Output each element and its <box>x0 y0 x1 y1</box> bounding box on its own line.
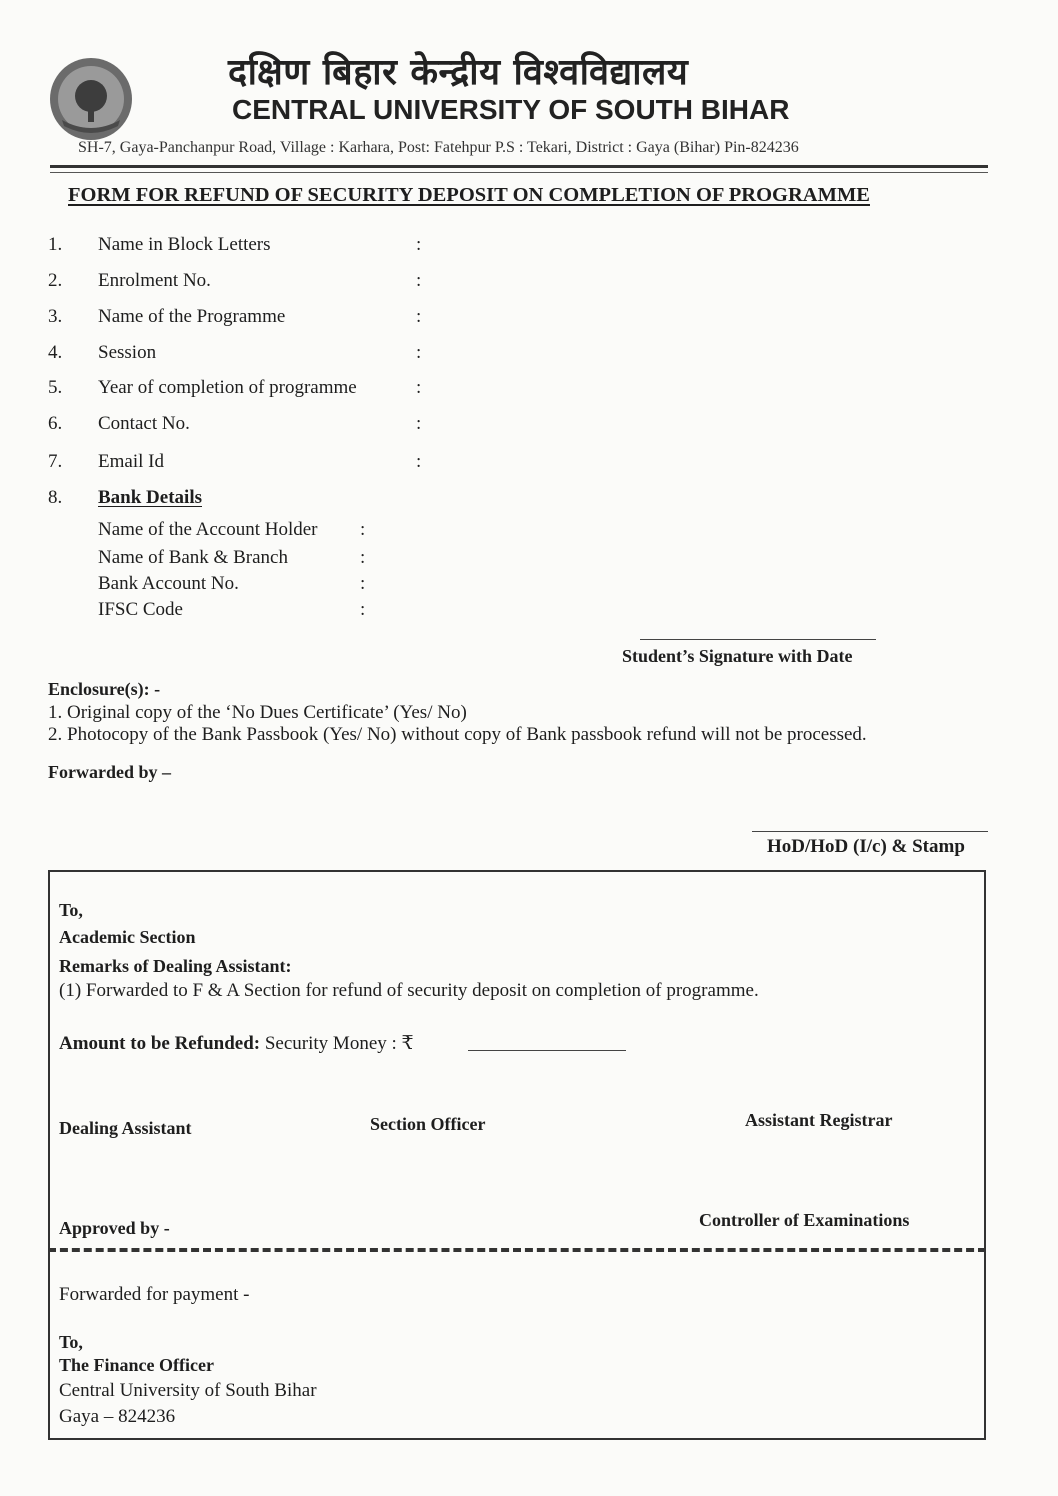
university-name-english: CENTRAL UNIVERSITY OF SOUTH BIHAR <box>232 94 790 125</box>
dealing-assistant-label: Dealing Assistant <box>59 1118 192 1138</box>
security-money-label: Security Money : ₹ <box>260 1033 414 1054</box>
field-label-programme: Name of the Programme <box>98 306 286 327</box>
field-colon: : <box>416 306 422 327</box>
hod-signature-line <box>752 831 988 832</box>
field-label-enrolment: Enrolment No. <box>98 270 211 291</box>
form-title: FORM FOR REFUND OF SECURITY DEPOSIT ON COMPLETION OF PROGRAMME <box>68 184 870 206</box>
header-rule <box>50 165 988 168</box>
university-address: SH-7, Gaya-Panchanpur Road, Village : Karhara, Post: Fatehpur P.S : Tekari, District : Gaya (Bihar) Pin-824236 <box>78 139 799 156</box>
approved-by-label: Approved by - <box>59 1218 170 1238</box>
field-label-name: Name in Block Letters <box>98 234 271 255</box>
enclosures-heading: Enclosure(s): - <box>48 679 161 699</box>
field-number: 2. <box>48 270 63 291</box>
amount-label: Amount to be Refunded: <box>59 1033 261 1054</box>
field-label-contact: Contact No. <box>98 413 190 434</box>
finance-officer-label: The Finance Officer <box>59 1355 214 1375</box>
remark-text: (1) Forwarded to F & A Section for refund of security deposit on completion of programme. <box>59 980 759 1001</box>
bank-details-heading: Bank Details <box>98 487 202 508</box>
amount-refunded-row <box>59 1032 414 1055</box>
student-signature-label: Student’s Signature with Date <box>622 646 853 666</box>
field-colon: : <box>360 519 366 540</box>
city-pin-line: Gaya – 824236 <box>59 1406 176 1427</box>
field-number: 4. <box>48 342 63 363</box>
field-label-email: Email Id <box>98 451 164 472</box>
field-label-year: Year of completion of programme <box>98 377 357 398</box>
field-number: 7. <box>48 451 63 472</box>
field-colon: : <box>360 573 366 594</box>
academic-section-label: Academic Section <box>59 927 196 947</box>
field-number: 6. <box>48 413 63 434</box>
payment-to-label: To, <box>59 1332 83 1352</box>
field-number: 8. <box>48 487 63 508</box>
section-officer-label: Section Officer <box>370 1114 486 1134</box>
field-label-session: Session <box>98 342 157 363</box>
field-colon: : <box>416 451 422 472</box>
field-colon: : <box>360 599 366 620</box>
field-colon: : <box>416 413 422 434</box>
student-signature-line <box>640 639 876 640</box>
university-address-line: Central University of South Bihar <box>59 1380 317 1401</box>
field-colon: : <box>416 342 422 363</box>
assistant-registrar-label: Assistant Registrar <box>745 1110 893 1130</box>
bank-field-bank-branch: Name of Bank & Branch <box>98 547 288 568</box>
bank-field-account-no: Bank Account No. <box>98 573 239 594</box>
enclosure-item: 2. Photocopy of the Bank Passbook (Yes/ No) without copy of Bank passbook refund will not be processed. <box>48 724 867 745</box>
field-number: 5. <box>48 377 63 398</box>
field-colon: : <box>416 270 422 291</box>
bank-field-ifsc: IFSC Code <box>98 599 183 620</box>
forwarded-by-label: Forwarded by – <box>48 762 171 782</box>
cut-line <box>48 1248 986 1252</box>
bank-field-account-holder: Name of the Account Holder <box>98 519 318 540</box>
field-colon: : <box>360 547 366 568</box>
forwarded-payment-label: Forwarded for payment - <box>59 1284 250 1305</box>
controller-examinations-label: Controller of Examinations <box>699 1210 910 1230</box>
university-logo <box>48 56 134 142</box>
hod-stamp-label: HoD/HoD (I/c) & Stamp <box>767 836 965 857</box>
field-colon: : <box>416 377 422 398</box>
field-number: 1. <box>48 234 63 255</box>
field-number: 3. <box>48 306 63 327</box>
field-colon: : <box>416 234 422 255</box>
amount-blank-line <box>468 1050 626 1051</box>
header-rule-thin <box>50 172 988 173</box>
enclosure-item: 1. Original copy of the ‘No Dues Certificate’ (Yes/ No) <box>48 702 467 723</box>
remarks-heading: Remarks of Dealing Assistant: <box>59 956 292 976</box>
university-name-hindi: दक्षिण बिहार केन्द्रीय विश्वविद्यालय <box>228 52 689 93</box>
office-to-label: To, <box>59 900 83 920</box>
